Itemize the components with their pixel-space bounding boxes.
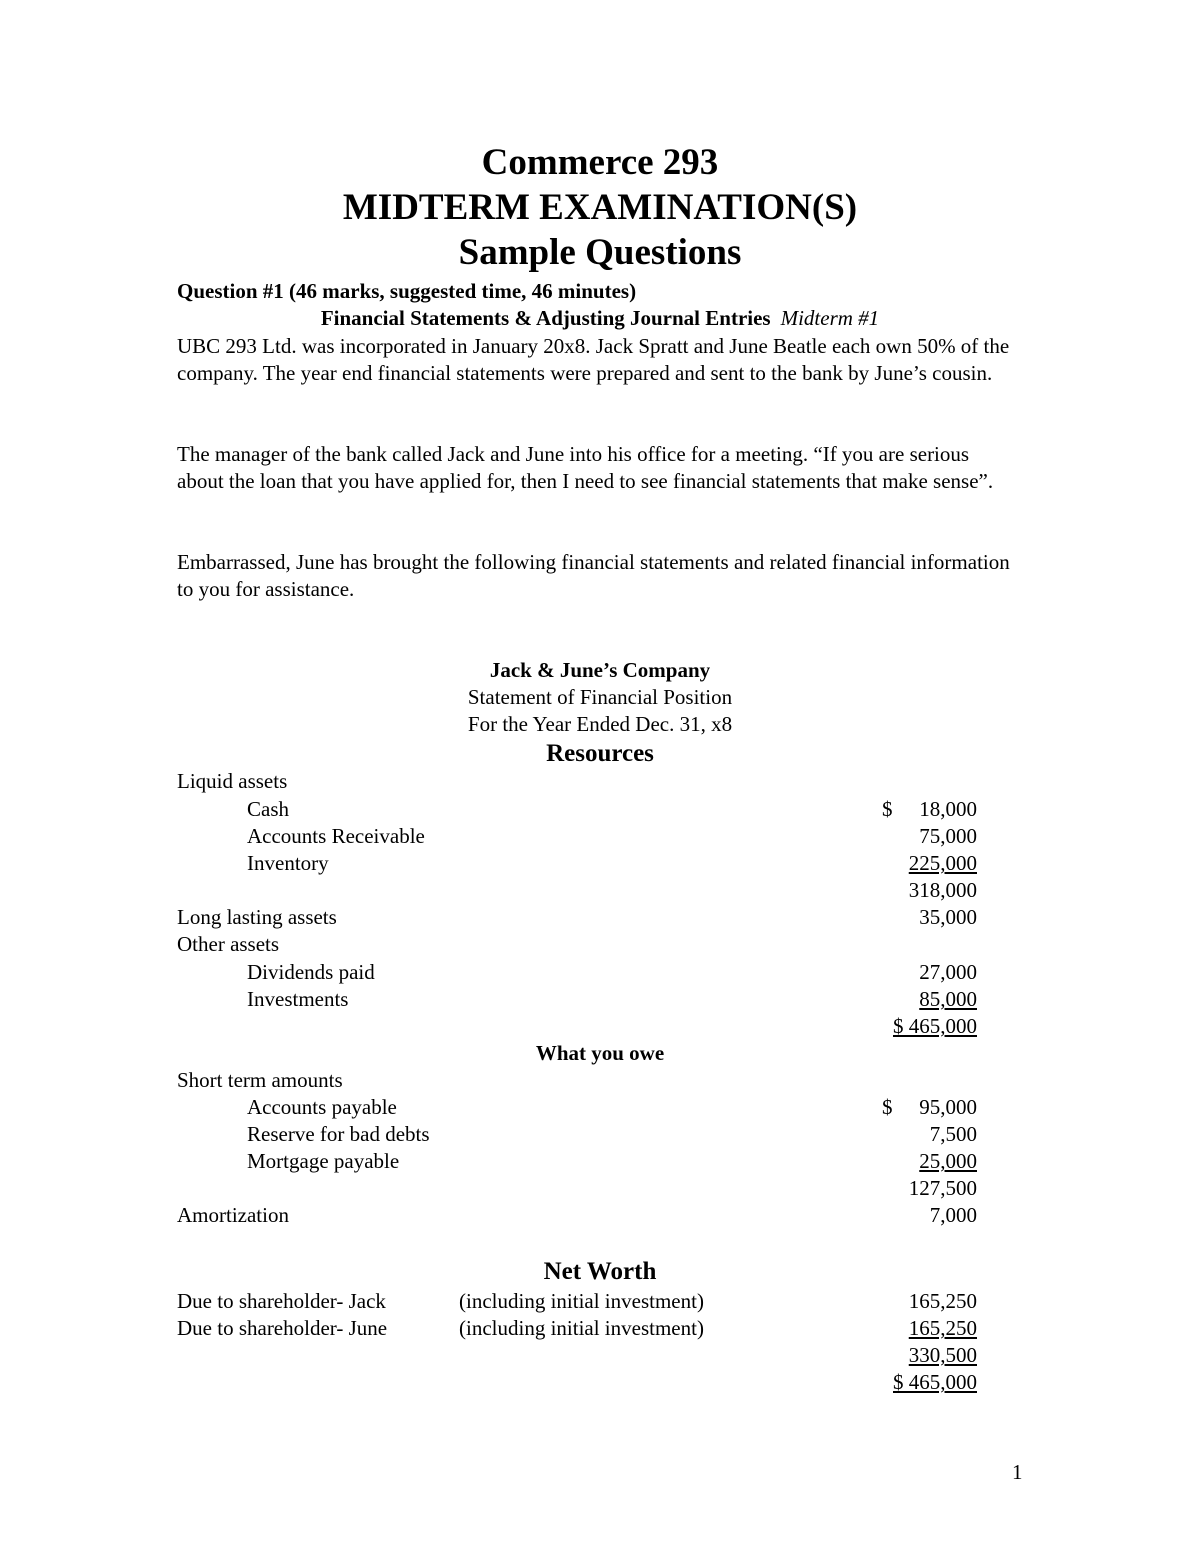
paragraph-intro: UBC 293 Ltd. was incorporated in January 20x8. Jack Spratt and June Beatle each own 50% of the company. The year end financial statements were prepared and sent to the bank by June’s cousin. [177, 334, 1010, 385]
statement-row: Amortization 7,000 [177, 1203, 977, 1227]
statement-row: Liquid assets [177, 769, 288, 793]
statement-row: Other assets [177, 932, 280, 956]
statement-row: Dividends paid 27,000 [247, 960, 977, 984]
statement-row: Investments 85,000 [247, 987, 977, 1011]
statement-row: 318,000 [908, 878, 977, 902]
statement-row: Short term amounts [177, 1068, 343, 1092]
question-heading: Question #1 (46 marks, suggested time, 46 minutes) [177, 279, 637, 303]
paragraph-bank-meeting: The manager of the bank called Jack and June into his office for a meeting. “If you are serious about the loan that you have applied for, then I need to see financial statements that make sense”. [177, 442, 994, 493]
paragraph-assistance: Embarrassed, June has brought the following financial statements and related financial information to you for assistance. [177, 550, 1010, 601]
statement-row: Reserve for bad debts 7,500 [247, 1122, 977, 1146]
page-number: 1 [1012, 1460, 1023, 1484]
question-topic-line [0, 305, 1200, 331]
section-net-worth: Net Worth [543, 1258, 657, 1285]
statement-row: Inventory 225,000 [247, 851, 977, 875]
statement-row: Accounts payable $ 95,000 [247, 1095, 977, 1119]
title-block [0, 140, 1200, 275]
statement-row: 330,500 [908, 1343, 977, 1367]
statement-title: Statement of Financial Position [467, 685, 733, 709]
question-topic: Financial Statements & Adjusting Journal Entries [320, 306, 771, 330]
statement-row: Due to shareholder- Jack (including initial investment) 165,250 [177, 1289, 977, 1313]
section-what-you-owe: What you owe [535, 1041, 665, 1065]
course-title: Commerce 293 [481, 142, 719, 183]
statement-row: Due to shareholder- June (including initial investment) 165,250 [177, 1316, 977, 1340]
statement-row: Cash $ 18,000 [247, 797, 977, 821]
midterm-label: Midterm #1 [780, 306, 880, 330]
statement-company: Jack & June’s Company [489, 658, 711, 682]
statement-row: Accounts Receivable 75,000 [247, 824, 977, 848]
section-resources: Resources [546, 740, 654, 767]
statement-period: For the Year Ended Dec. 31, x8 [467, 712, 733, 736]
statement-row: 127,500 [908, 1176, 977, 1200]
statement-row: $ 465,000 [893, 1370, 977, 1394]
statement-header [0, 657, 1200, 738]
statement-row: Long lasting assets 35,000 [177, 905, 977, 929]
exam-subtitle: Sample Questions [458, 232, 742, 273]
statement-row: $ 465,000 [893, 1014, 977, 1038]
exam-title: MIDTERM EXAMINATION(S) [342, 187, 858, 228]
statement-row: Mortgage payable 25,000 [247, 1149, 977, 1173]
